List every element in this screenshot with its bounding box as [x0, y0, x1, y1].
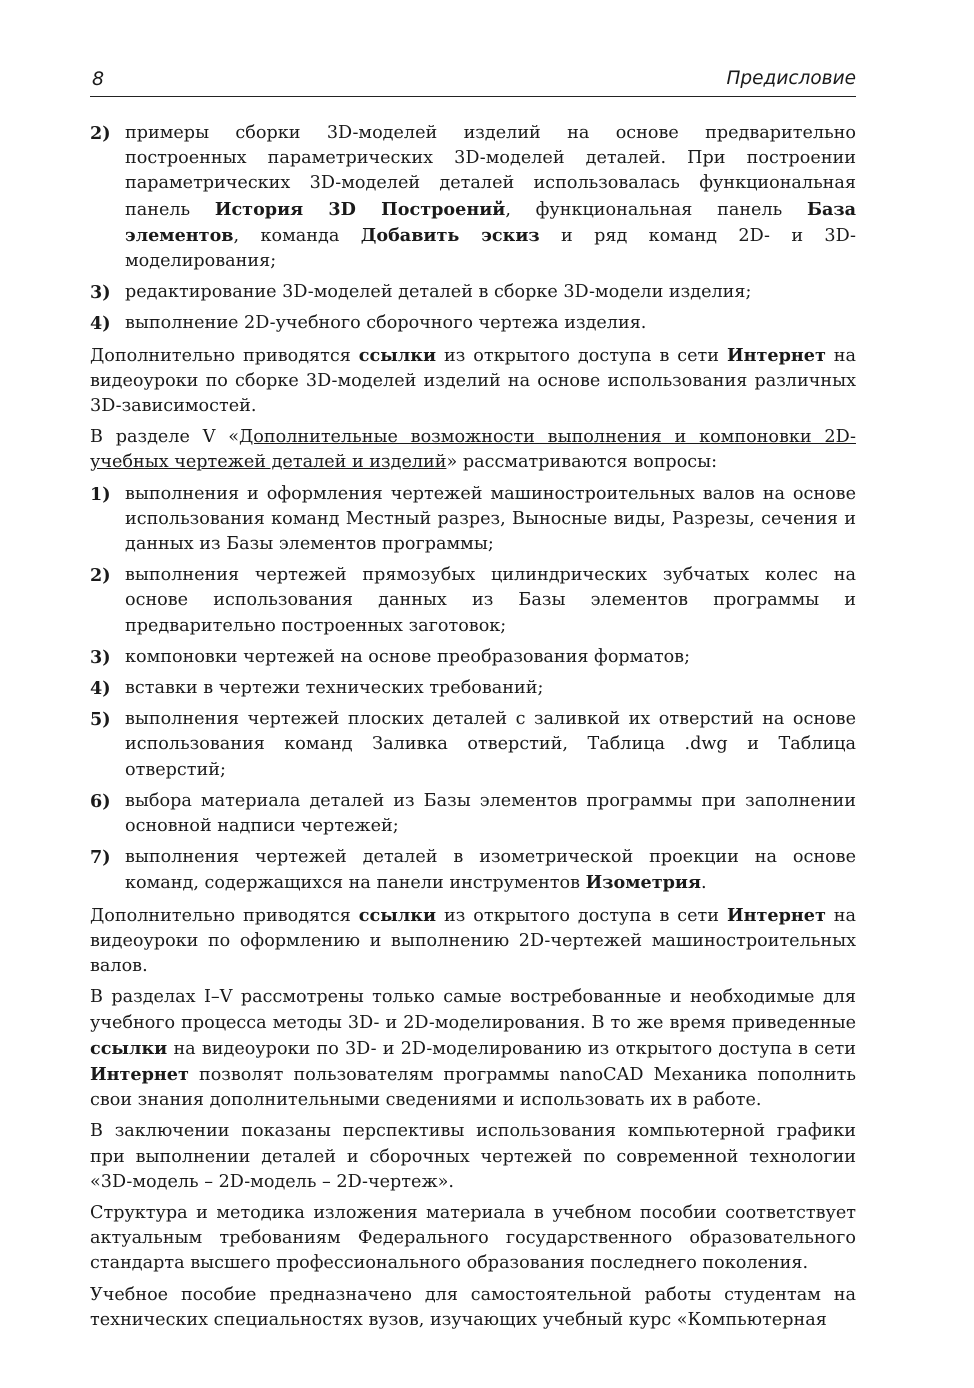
text-run: . [700, 873, 707, 894]
running-header [90, 64, 856, 97]
list-item-text: компоновки чертежей на основе преобразования форматов; [125, 646, 691, 667]
list-item-text: выполнения и оформления чертежей машиностроительных валов на основе использования команд Местный разрез, Выносные виды, Разрезы, сечения и данных из Базы элементов программы; [125, 483, 856, 555]
body-text [90, 121, 856, 1339]
list-item-text: выполнения чертежей плоских деталей с заливкой их отверстий на основе использования команд Заливка отверстий, Таблица .dwg и Таблица отверстий; [125, 709, 856, 780]
list-number: 2) [90, 123, 111, 144]
bold-term: История 3D Построений [214, 198, 506, 220]
bold-term: Интернет [90, 1063, 189, 1085]
section-5-intro [90, 425, 856, 475]
bold-term: Добавить эскиз [360, 224, 540, 246]
text-run: из открытого доступа в сети [436, 905, 727, 926]
page-number: 8 [92, 68, 105, 90]
paragraph-sections [90, 985, 856, 1113]
paragraph-links-2 [90, 903, 856, 980]
bold-term: ссылки [358, 344, 437, 366]
bold-term: ссылки [358, 904, 437, 926]
text-run: на видеоуроки по сборке 3D-моделей изделий на основе использования различных 3D-зависимостей. [90, 345, 857, 417]
text-run: примеры сборки 3D-моделей изделий на основе предварительно построенных параметрических 3D-моделей деталей. При построении параметрических 3D-моделей деталей использовалась функциональная панель [125, 123, 856, 220]
list-number: 4) [90, 313, 111, 335]
paragraph-links-1 [90, 343, 856, 420]
section-link[interactable]: Дополнительные возможности выполнения и компоновки 2D-учебных чертежей деталей и изделий [90, 427, 856, 473]
list-item [90, 645, 856, 670]
list-number: 7) [90, 847, 111, 869]
bold-term: Интернет [726, 904, 826, 926]
paragraph-conclusion: В заключении показаны перспективы использования компьютерной графики при выполнении деталей и сборочных чертежей по современной технологии «3D-модель – 2D-модель – 2D-чертеж». [90, 1121, 856, 1192]
paragraph-structure: Структура и методика изложения материала в учебном пособии соответствует актуальным требованиям Федерального государственного образовательного стандарта высшего профессионального образования последнего поколения. [90, 1202, 856, 1274]
list-item [90, 563, 856, 639]
text-run: и ряд команд 2D- и 3D-моделирования; [125, 225, 856, 272]
text-run: Дополнительно приводятся [90, 345, 359, 366]
list-item-text: выполнение 2D-учебного сборочного чертежа изделия. [125, 313, 647, 334]
section-title: Предисловие [726, 68, 856, 89]
list-item [90, 707, 856, 783]
list-item [90, 280, 856, 305]
text-run: , функциональная панель [505, 199, 807, 220]
bold-term: ссылки [90, 1037, 168, 1059]
bold-term: Изометрия [585, 872, 701, 894]
list-item-text: выполнения чертежей прямозубых цилиндрических зубчатых колес на основе использования данных из Базы элементов программы и предварительно построенных заготовок; [125, 565, 856, 636]
list-item [90, 789, 856, 839]
list-item [90, 482, 856, 558]
text-run: на видеоуроки по 3D- и 2D-моделированию из открытого доступа в сети [167, 1038, 856, 1059]
list-item [90, 121, 856, 274]
text-run: выполнения чертежей деталей в изометрической проекции на основе команд, содержащихся на панели инструментов [125, 847, 856, 894]
text-run: , команда [233, 225, 361, 246]
list-number: 5) [90, 709, 111, 731]
bold-term: Интернет [726, 344, 826, 366]
list-number: 3) [90, 646, 111, 668]
text-run: В разделах I–V рассмотрены только самые востребованные и необходимые для учебного процесса методы 3D- и 2D-моделирования. В то же время приведенные [90, 987, 856, 1033]
list-item-text: редактирование 3D-моделей деталей в сборке 3D-модели изделия; [125, 282, 752, 303]
list-item-text: выбора материала деталей из Базы элементов программы при заполнении основной надписи чертежей; [125, 790, 856, 837]
text-run: из открытого доступа в сети [436, 345, 727, 366]
list-number: 1) [90, 483, 111, 505]
bold-term: База элементов [125, 198, 856, 246]
text-run: Дополнительно приводятся [90, 905, 359, 926]
list-number: 4) [90, 678, 111, 700]
list-number: 6) [90, 790, 111, 812]
paragraph-purpose: Учебное пособие предназначено для самостоятельной работы студентам на технических специальностях вузов, изучающих учебный курс «Компьютерная [90, 1284, 856, 1330]
text-run: позволят пользователям программы nanoCAD Механика пополнить свои знания дополнительными сведениями и использовать их в работе. [90, 1064, 856, 1111]
text-run: на видеоуроки по оформлению и выполнению 2D-чертежей машиностроительных валов. [90, 905, 857, 977]
text-run: В разделе V « [90, 427, 239, 448]
list-item [90, 845, 856, 896]
list-number: 2) [90, 565, 111, 587]
list-number: 3) [90, 282, 111, 304]
list-item [90, 676, 856, 701]
list-item-text: вставки в чертежи технических требований; [125, 678, 544, 699]
list-item [90, 311, 856, 336]
text-run: » рассматриваются вопросы: [446, 452, 718, 473]
